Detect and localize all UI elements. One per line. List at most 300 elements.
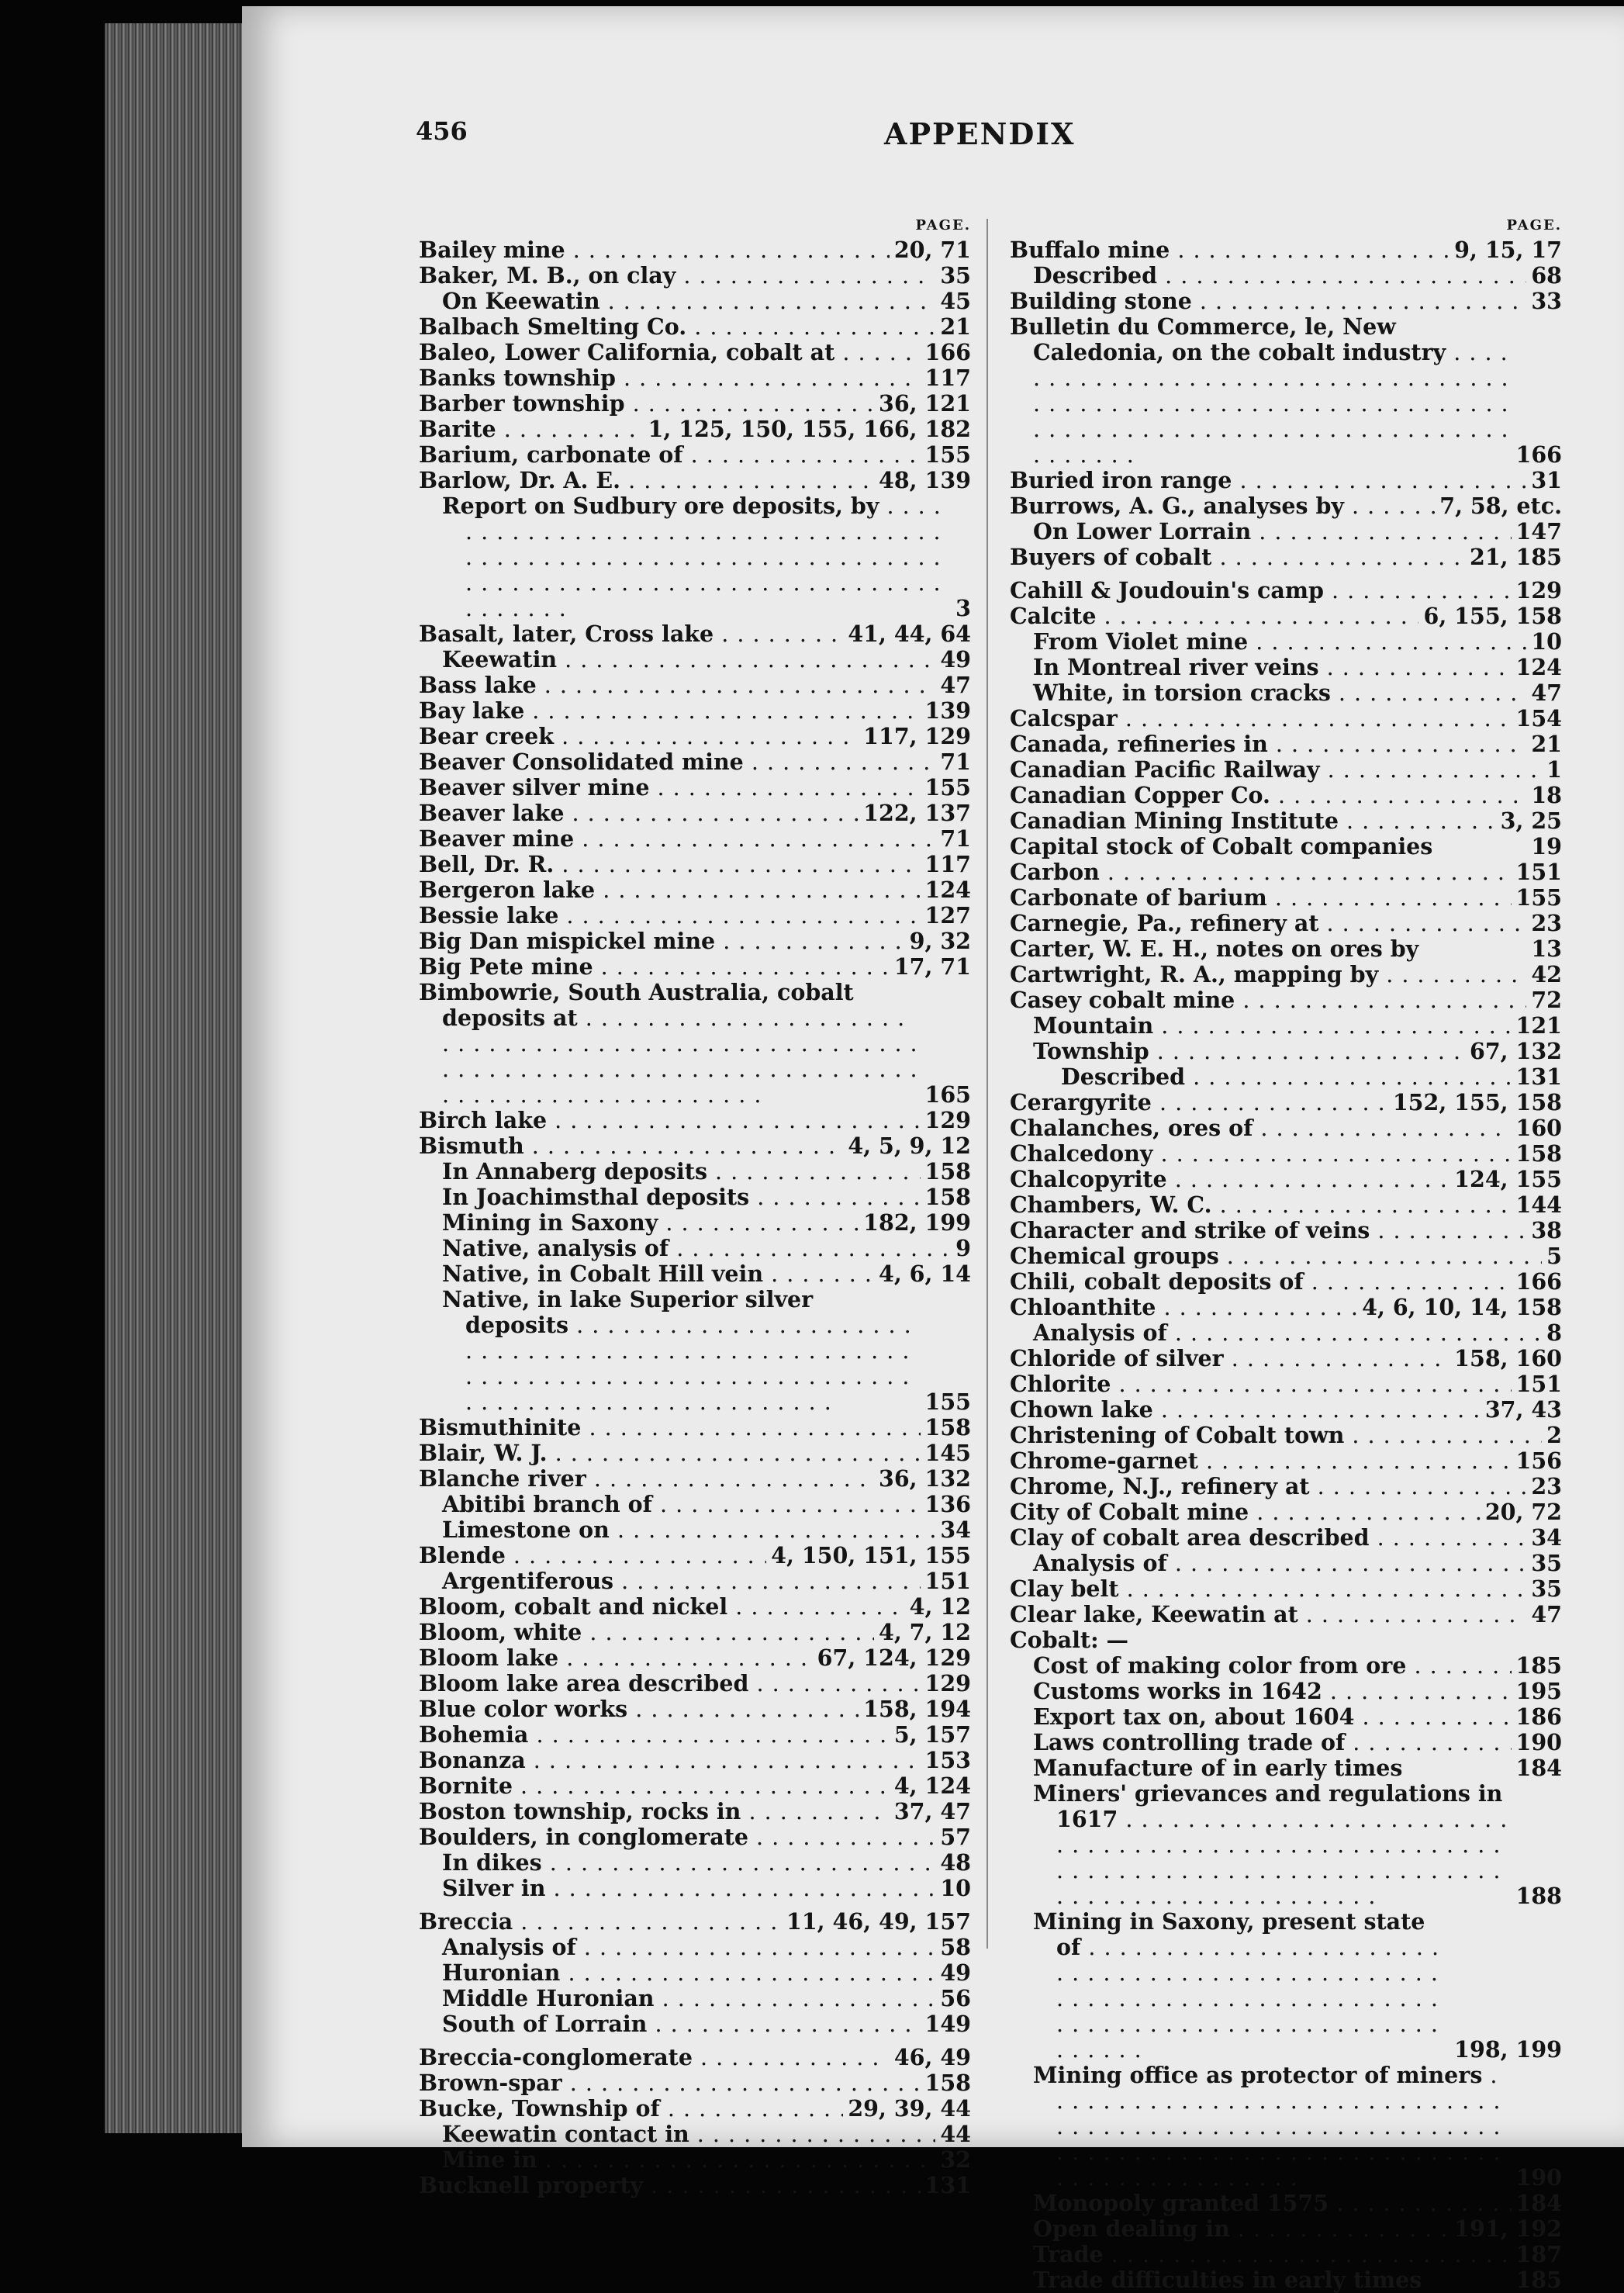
index-entry-term: Chalcopyrite . . . <box>1010 1167 1450 1192</box>
index-entry-pages: 29, 39, 44 <box>848 2095 971 2122</box>
index-entry-term: In dikes . . . <box>419 1850 935 1876</box>
index-entry-term: Bay lake . . . <box>419 698 921 724</box>
index-entry <box>1010 834 1562 859</box>
index-entry-pages: 72 <box>1531 987 1562 1013</box>
index-entry-pages: 184 <box>1515 1755 1562 1781</box>
index-entry <box>419 801 971 826</box>
index-entry-term: Clay belt . . . <box>1010 1576 1526 1602</box>
index-entry-term: Cobalt: — <box>1010 1627 1129 1653</box>
index-entry-pages: 124, 155 <box>1454 1166 1562 1192</box>
index-entry-term: Township . . . <box>1010 1039 1465 1064</box>
index-entry-term: Mining in Saxony . . . <box>419 1210 859 1236</box>
index-entry <box>419 1568 971 1594</box>
index-entry-pages: 158, 194 <box>863 1696 971 1722</box>
index-entry-term: Analysis of . . . <box>1010 1551 1526 1576</box>
index-entry <box>419 263 971 289</box>
index-entry-pages: 34 <box>1531 1524 1562 1551</box>
index-entry-pages: 129 <box>924 1107 971 1133</box>
index-entry-term: White, in torsion cracks . . . <box>1010 680 1526 706</box>
index-entry-pages: 36, 121 <box>879 390 971 417</box>
index-entry-pages: 10 <box>1531 628 1562 655</box>
index-entry-term: Keewatin contact in . . . <box>419 2122 935 2147</box>
index-entry-term: Breccia . . . <box>419 1909 782 1935</box>
index-entry-pages: 48, 139 <box>879 467 971 493</box>
index-entry <box>419 365 971 391</box>
index-entry-term: Trade . . . <box>1010 2242 1512 2267</box>
index-entry-pages: 20, 71 <box>893 237 971 263</box>
index-entry <box>1010 1039 1562 1064</box>
index-entry-pages: 158 <box>1515 1140 1562 1167</box>
index-entry-pages: 5, 157 <box>893 1721 971 1748</box>
index-entry <box>1010 1576 1562 1602</box>
index-entry-term: Carnegie, Pa., refinery at . . . <box>1010 911 1526 936</box>
index-entry <box>419 954 971 980</box>
index-entry-pages: 58 <box>940 1934 971 1960</box>
index-entry-term: Calcite . . . <box>1010 604 1418 629</box>
index-entry-term: Big Pete mine . . . <box>419 954 890 980</box>
index-entry-pages: 166 <box>1515 1268 1562 1295</box>
index-entry-term: Bloom, white . . . <box>419 1620 874 1645</box>
index-entry-pages: 2 <box>1546 1422 1562 1448</box>
index-entry-term: Casey cobalt mine . . . <box>1010 987 1526 1013</box>
index-entry-term: Burrows, A. G., analyses by . . . <box>1010 493 1435 519</box>
index-entry <box>419 2070 971 2096</box>
index-entry-pages: 188 <box>1515 1883 1562 1909</box>
index-entry-term: Character and strike of veins . . . <box>1010 1218 1526 1243</box>
index-entry-term: In Joachimsthal deposits . . . <box>419 1185 921 1210</box>
index-entry-term: Manufacture of in early times <box>1033 1755 1403 1781</box>
index-entry <box>1010 2063 1562 2191</box>
index-entry-pages: 185 <box>1515 1652 1562 1679</box>
index-entry-pages: 35 <box>1531 1550 1562 1576</box>
index-entry <box>419 647 971 673</box>
index-entry <box>419 468 971 493</box>
index-entry-pages: 198, 199 <box>1454 2036 1562 2063</box>
index-entry-term: Cahill & Joudouin's camp . . . <box>1010 578 1512 604</box>
column-header: PAGE. <box>1506 217 1562 233</box>
index-entry-term: Open dealing in . . . <box>1010 2216 1450 2242</box>
index-entry-term: Mountain . . . <box>1010 1013 1512 1039</box>
index-entry-term: Mining office as protector of miners . . . <box>1010 2063 1512 2191</box>
index-entry-pages: 4, 6, 14 <box>878 1261 971 1287</box>
index-entry-pages: 153 <box>924 1747 971 1773</box>
index-entry <box>1010 1397 1562 1423</box>
index-entry <box>419 826 971 852</box>
index-entry <box>1010 1551 1562 1576</box>
index-entry <box>1010 1781 1562 1909</box>
index-entry-term: Buffalo mine . . . <box>1010 237 1450 263</box>
index-entry-pages: 46, 49 <box>893 2044 971 2070</box>
index-entry-pages: 151 <box>1515 1371 1562 1397</box>
index-entry-term: Middle Huronian . . . <box>419 1986 935 2011</box>
index-entry-term: Customs works in 1642 . . . <box>1010 1679 1512 1704</box>
index-entry <box>419 698 971 724</box>
index-entry-term: Bloom lake . . . <box>419 1645 813 1671</box>
index-entry <box>419 1645 971 1671</box>
index-entry <box>1010 1499 1562 1525</box>
index-entry-pages: 1 <box>1546 756 1562 783</box>
index-entry-term: Beaver lake . . . <box>419 801 859 826</box>
index-entry-pages: 165 <box>924 1081 971 1108</box>
index-entry <box>1010 1627 1562 1653</box>
index-entry <box>419 1185 971 1210</box>
index-entry-term: Cost of making color from ore . . . <box>1010 1653 1512 1679</box>
index-entry <box>419 417 971 442</box>
index-entry-term: Breccia-conglomerate . . . <box>419 2045 890 2070</box>
index-entry-pages: 20, 72 <box>1484 1499 1562 1525</box>
index-entry-pages: 31 <box>1531 467 1562 493</box>
index-entry-term: Bohemia . . . <box>419 1722 890 1748</box>
index-entry-pages: 4, 150, 151, 155 <box>771 1542 971 1568</box>
index-entry-term: Canada, refineries in . . . <box>1010 731 1526 757</box>
index-entry-pages: 149 <box>924 2011 971 2037</box>
index-entry <box>1010 859 1562 885</box>
index-entry <box>1010 1295 1562 1320</box>
index-entry-term: Chloanthite . . . <box>1010 1295 1357 1320</box>
index-entry-pages: 21 <box>1531 731 1562 757</box>
index-entry-term: Export tax on, about 1604 . . . <box>1010 1704 1512 1730</box>
index-entry <box>419 2122 971 2147</box>
index-entry-term: Balbach Smelting Co. . . . <box>419 314 935 340</box>
index-entry <box>1010 1730 1562 1755</box>
index-entry <box>1010 1243 1562 1269</box>
index-entry-term: Boston township, rocks in . . . <box>419 1799 890 1824</box>
index-entry-term: Carter, W. E. H., notes on ores by <box>1010 936 1419 962</box>
index-entry <box>1010 1269 1562 1295</box>
index-entry-term: Baleo, Lower California, cobalt at . . . <box>419 340 921 365</box>
index-entry <box>1010 1653 1562 1679</box>
index-entry-term: Christening of Cobalt town . . . <box>1010 1423 1542 1448</box>
index-entry-term: Miners' grievances and regulations in 1617 . . . <box>1010 1781 1512 1909</box>
index-entry-pages: 1, 125, 150, 155, 166, 182 <box>648 416 971 442</box>
index-entry-term: Bucke, Township of . . . <box>419 2096 843 2122</box>
index-entry-term: Bonanza . . . <box>419 1748 921 1773</box>
index-entry-pages: 48 <box>940 1849 971 1876</box>
index-entry <box>419 1466 971 1492</box>
index-entry <box>1010 783 1562 808</box>
index-entry-pages: 5 <box>1546 1243 1562 1269</box>
index-entry <box>419 1909 971 1935</box>
index-entry-pages: 155 <box>924 441 971 468</box>
index-entry-term: Chalanches, ores of . . . <box>1010 1115 1512 1141</box>
index-entry-pages: 144 <box>1515 1191 1562 1218</box>
index-entry-term: Barlow, Dr. A. E. . . . <box>419 468 874 493</box>
index-entry <box>1010 808 1562 834</box>
index-entry <box>419 1722 971 1748</box>
index-entry-pages: 151 <box>924 1568 971 1594</box>
index-entry <box>419 749 971 775</box>
index-entry <box>1010 1218 1562 1243</box>
index-entry <box>1010 1013 1562 1039</box>
index-entry-pages: 6, 155, 158 <box>1423 603 1562 629</box>
index-entry <box>419 1671 971 1696</box>
index-entry <box>419 775 971 801</box>
index-entry-pages: 37, 47 <box>893 1798 971 1824</box>
index-entry-pages: 57 <box>940 1824 971 1850</box>
index-entry <box>419 1824 971 1850</box>
page-number: 456 <box>416 116 468 146</box>
index-entry-term: Baker, M. B., on clay . . . <box>419 263 935 289</box>
index-entry-term: Beaver mine . . . <box>419 826 935 852</box>
index-entry <box>1010 1371 1562 1397</box>
index-entry-term: Argentiferous . . . <box>419 1568 921 1594</box>
index-entry-pages: 71 <box>940 749 971 775</box>
index-entry-term: Basalt, later, Cross lake . . . <box>419 621 843 647</box>
index-entry <box>1010 2191 1562 2216</box>
index-entry <box>1010 289 1562 314</box>
index-entry-pages: 155 <box>1515 884 1562 911</box>
index-entry <box>1010 1192 1562 1218</box>
index-entry-term: Described . . . <box>1010 1064 1512 1090</box>
index-entry-term: Chemical groups . . . <box>1010 1243 1542 1269</box>
index-entry <box>419 1696 971 1722</box>
index-entry <box>1010 1448 1562 1474</box>
index-entry <box>419 673 971 698</box>
index-entry-pages: 151 <box>1515 859 1562 885</box>
index-entry-term: Native, in Cobalt Hill vein . . . <box>419 1261 874 1287</box>
index-entry-term: Cerargyrite . . . <box>1010 1090 1388 1115</box>
index-entry <box>1010 987 1562 1013</box>
index-entry <box>419 903 971 929</box>
index-entry-term: In Montreal river veins . . . <box>1010 655 1512 680</box>
index-entry-term: From Violet mine . . . <box>1010 629 1526 655</box>
index-entry-term: Capital stock of Cobalt companies <box>1010 834 1433 859</box>
index-entry <box>419 1108 971 1133</box>
index-entry-pages: 152, 155, 158 <box>1392 1089 1562 1115</box>
index-entry-pages: 56 <box>940 1985 971 2011</box>
index-entry <box>419 2173 971 2198</box>
index-entry-term: South of Lorrain . . . <box>419 2011 921 2037</box>
index-entry <box>1010 578 1562 604</box>
index-entry-term: Bulletin du Commerce, le, New Caledonia, on the cobalt industry . . . <box>1010 314 1512 468</box>
index-entry-term: Blair, W. J. . . . <box>419 1440 921 1466</box>
index-entry-pages: 4, 5, 9, 12 <box>848 1133 971 1159</box>
index-entry-pages: 158 <box>924 1414 971 1440</box>
index-entry-pages: 122, 137 <box>863 800 971 826</box>
index-entry-pages: 23 <box>1531 910 1562 936</box>
index-entry-term: Bear creek . . . <box>419 724 859 749</box>
index-entry-pages: 190 <box>1515 1729 1562 1755</box>
index-entry-term: Bimbowrie, South Australia, cobalt deposits at . . . <box>419 980 921 1108</box>
index-entry-term: Barite . . . <box>419 417 643 442</box>
index-entry-term: Bloom lake area described . . . <box>419 1671 921 1696</box>
index-entry-pages: 47 <box>1531 1601 1562 1627</box>
index-entry-pages: 131 <box>924 2172 971 2198</box>
index-entry-pages: 121 <box>1515 1012 1562 1039</box>
index-entry <box>1010 1704 1562 1730</box>
index-entry <box>1010 1423 1562 1448</box>
index-entry <box>1010 1602 1562 1627</box>
index-entry <box>1010 1167 1562 1192</box>
index-entry <box>419 1986 971 2011</box>
index-entry <box>419 1440 971 1466</box>
index-entry-pages: 10 <box>940 1875 971 1901</box>
index-entry <box>1010 2242 1562 2267</box>
index-entry-pages: 21, 185 <box>1470 544 1562 570</box>
index-entry-pages: 155 <box>924 1389 971 1415</box>
index-entry <box>1010 1909 1562 2063</box>
index-entry <box>1010 1141 1562 1167</box>
index-entry <box>419 1620 971 1645</box>
index-entry-pages: 67, 124, 129 <box>817 1645 971 1671</box>
index-entry <box>1010 655 1562 680</box>
index-entry <box>419 1517 971 1543</box>
index-entry <box>419 1960 971 1986</box>
index-entry-term: Bailey mine . . . <box>419 237 890 263</box>
index-entry <box>419 2147 971 2173</box>
index-entry <box>1010 1090 1562 1115</box>
index-entry-term: Barium, carbonate of . . . <box>419 442 921 468</box>
index-entry-pages: 124 <box>1515 654 1562 680</box>
index-entry-term: Clear lake, Keewatin at . . . <box>1010 1602 1526 1627</box>
index-entry-pages: 19 <box>1531 833 1562 859</box>
index-entry-pages: 32 <box>940 2146 971 2173</box>
index-entry-pages: 11, 46, 49, 157 <box>786 1908 971 1935</box>
index-entry-term: Report on Sudbury ore deposits, by . . . <box>419 493 951 621</box>
index-column-left <box>419 214 971 2198</box>
index-entry-term: Building stone . . . <box>1010 289 1526 314</box>
index-entry-pages: 117, 129 <box>863 723 971 749</box>
index-entry-pages: 145 <box>924 1440 971 1466</box>
index-entry-term: Analysis of . . . <box>1010 1320 1542 1346</box>
index-entry-pages: 158 <box>924 1184 971 1210</box>
index-entry-pages: 35 <box>1531 1575 1562 1602</box>
index-entry <box>419 929 971 954</box>
index-entry <box>1010 706 1562 731</box>
index-entry-pages: 166 <box>1515 441 1562 468</box>
index-entry-term: Canadian Mining Institute . . . <box>1010 808 1496 834</box>
index-entry-pages: 158, 160 <box>1454 1345 1562 1371</box>
index-entry-term: Buried iron range . . . <box>1010 468 1526 493</box>
index-entry-term: Huronian . . . <box>419 1960 935 1986</box>
index-entry-term: Blanche river . . . <box>419 1466 874 1492</box>
index-entry-term: Birch lake . . . <box>419 1108 921 1133</box>
index-entry <box>419 621 971 647</box>
index-entry-term: Silver in . . . <box>419 1876 935 1901</box>
index-entry <box>419 877 971 903</box>
index-entry <box>1010 468 1562 493</box>
index-entry-term: Beaver silver mine . . . <box>419 775 921 801</box>
index-entry-pages: 13 <box>1531 936 1562 962</box>
index-entry-pages: 185 <box>1515 2267 1562 2293</box>
index-column-right <box>1010 214 1562 2293</box>
index-entry-term: Native, in lake Superior silver deposits . . . <box>419 1287 921 1415</box>
index-entry-pages: 34 <box>940 1517 971 1543</box>
index-entry-pages: 191, 192 <box>1454 2215 1562 2242</box>
index-entry <box>1010 1755 1562 1781</box>
index-entry-term: In Annaberg deposits . . . <box>419 1159 921 1185</box>
index-entry-term: Buyers of cobalt . . . <box>1010 545 1465 570</box>
index-entry-term: On Lower Lorrain . . . <box>1010 519 1512 545</box>
index-entry <box>1010 237 1562 263</box>
index-entry-term: Beaver Consolidated mine . . . <box>419 749 935 775</box>
index-entry <box>419 237 971 263</box>
index-entry-pages: 7, 58, etc. <box>1439 493 1562 519</box>
index-entry-term: Chloride of silver . . . <box>1010 1346 1450 1371</box>
index-entry-term: Bergeron lake . . . <box>419 877 921 903</box>
index-entry-pages: 4, 7, 12 <box>878 1619 971 1645</box>
index-entry-term: Limestone on . . . <box>419 1517 935 1543</box>
index-entry <box>419 2011 971 2037</box>
column-divider <box>986 219 988 1949</box>
index-entry-term: Chambers, W. C. . . . <box>1010 1192 1512 1218</box>
index-entry-term: Barber township . . . <box>419 391 874 417</box>
index-entry-term: Described . . . <box>1010 263 1526 289</box>
index-entry <box>419 1799 971 1824</box>
index-entry-term: Bell, Dr. R. . . . <box>419 852 921 877</box>
index-entry <box>419 1773 971 1799</box>
index-entry-pages: 17, 71 <box>893 953 971 980</box>
index-entry-term: Banks township . . . <box>419 365 921 391</box>
index-entry-term: Mine in . . . <box>419 2147 935 2173</box>
index-entry <box>1010 962 1562 987</box>
index-entry <box>1010 1346 1562 1371</box>
index-entry-pages: 131 <box>1515 1063 1562 1090</box>
index-entry-term: Chili, cobalt deposits of . . . <box>1010 1269 1512 1295</box>
index-entry-term: City of Cobalt mine . . . <box>1010 1499 1481 1525</box>
index-entry <box>1010 680 1562 706</box>
index-entry <box>419 493 971 621</box>
index-entry-term: Clay of cobalt area described . . . <box>1010 1525 1526 1551</box>
index-entry-pages: 33 <box>1531 288 1562 314</box>
index-entry <box>1010 629 1562 655</box>
index-entry-term: Analysis of . . . <box>419 1935 935 1960</box>
index-entry-term: Chown lake . . . <box>1010 1397 1481 1423</box>
index-entry <box>1010 519 1562 545</box>
index-entry <box>1010 1064 1562 1090</box>
index-entry-term: Trade difficulties in early times <box>1033 2267 1422 2293</box>
index-entry-pages: 127 <box>924 902 971 929</box>
index-entry <box>1010 1679 1562 1704</box>
index-entry-pages: 195 <box>1515 1678 1562 1704</box>
index-entry <box>1010 911 1562 936</box>
index-entry-term: On Keewatin . . . <box>419 289 935 314</box>
index-entry-pages: 136 <box>924 1491 971 1517</box>
index-entry-pages: 129 <box>924 1670 971 1696</box>
index-entry <box>1010 1525 1562 1551</box>
index-entry-pages: 184 <box>1515 2190 1562 2216</box>
index-entry-term: Brown-spar . . . <box>419 2070 921 2096</box>
index-entry <box>419 1850 971 1876</box>
index-entry-pages: 4, 12 <box>909 1593 971 1620</box>
index-entry <box>1010 936 1562 962</box>
index-entry-term: Carbon . . . <box>1010 859 1512 885</box>
index-entry-pages: 9 <box>955 1235 971 1261</box>
index-entry-term: Mining in Saxony, present state of . . . <box>1010 1909 1450 2063</box>
index-entry-pages: 8 <box>1546 1319 1562 1346</box>
index-entry-pages: 3, 25 <box>1500 808 1562 834</box>
index-entry-pages: 166 <box>924 339 971 365</box>
index-entry <box>1010 545 1562 570</box>
index-entry <box>1010 757 1562 783</box>
index-entry <box>419 980 971 1108</box>
index-entry-term: Bucknell property . . . <box>419 2173 921 2198</box>
index-entry <box>419 442 971 468</box>
index-entry-pages: 190 <box>1515 2164 1562 2191</box>
index-entry-pages: 49 <box>940 646 971 673</box>
index-entry <box>1010 1115 1562 1141</box>
index-entry-pages: 9, 15, 17 <box>1454 237 1562 263</box>
index-entry-pages: 18 <box>1531 782 1562 808</box>
index-entry <box>1010 1474 1562 1499</box>
index-entry <box>419 391 971 417</box>
index-entry-term: Bismuth . . . <box>419 1133 843 1159</box>
index-entry-term: Chrome, N.J., refinery at . . . <box>1010 1474 1526 1499</box>
index-entry <box>419 1935 971 1960</box>
index-entry-term: Native, analysis of . . . <box>419 1236 951 1261</box>
index-entry-pages: 21 <box>940 313 971 340</box>
index-entry-pages: 23 <box>1531 1473 1562 1499</box>
